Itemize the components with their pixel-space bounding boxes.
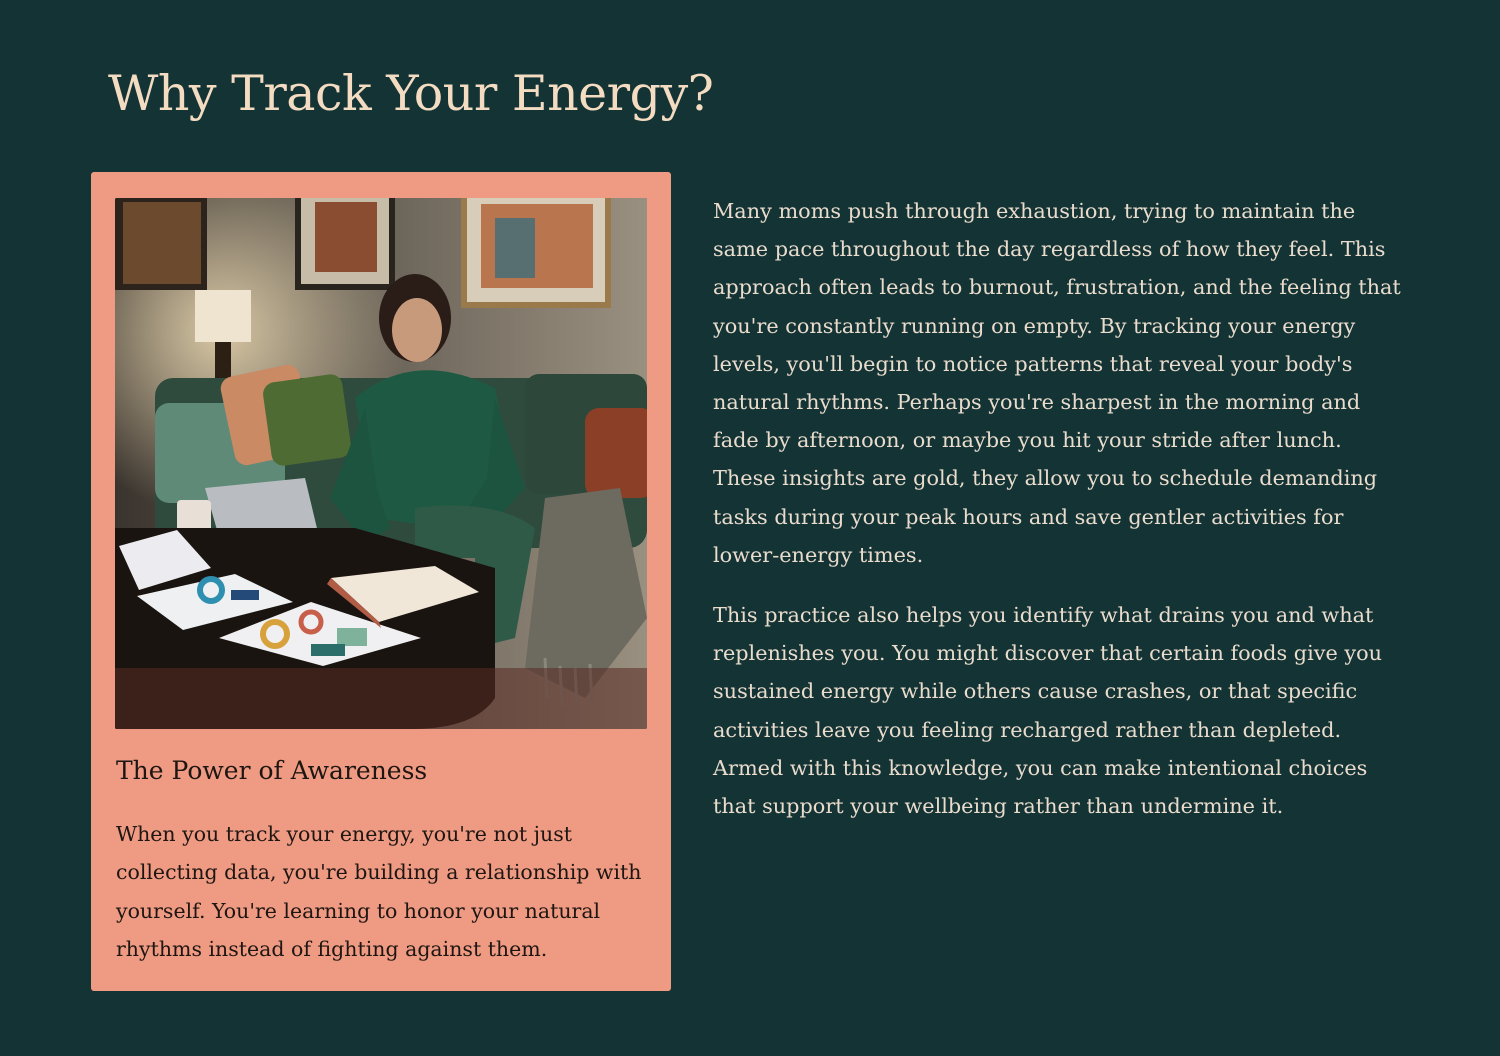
body-paragraph: Many moms push through exhaustion, trying to maintain the same pace throughout the day regardless of how they feel. This approach often leads to burnout, frustration, and the feeling that you're constantly running on empty. By tracking your energy levels, you'll begin to notice patterns that reveal your body's natural rhythms. Perhaps you're sharpest in the morning and fade by afternoon, or maybe you hit your stride after lunch. These insights are gold, they allow you to schedule demanding tasks during your peak hours and save gentler activities for lower-energy times. (713, 199, 1401, 567)
body-text (713, 192, 1403, 847)
feature-card (91, 172, 671, 991)
card-title: The Power of Awareness (116, 756, 428, 785)
page-title: Why Track Your Energy? (108, 65, 714, 122)
woman-with-laptop-photo (115, 198, 647, 729)
body-paragraph: This practice also helps you identify what drains you and what replenishes you. You might discover that certain foods give you sustained energy while others cause crashes, or that specific activities leave you feeling recharged rather than depleted. Armed with this knowledge, you can make intentional choices that support your wellbeing rather than undermine it. (713, 603, 1383, 819)
card-text: When you track your energy, you're not just collecting data, you're building a relationship with yourself. You're learning to honor your natural rhythms instead of fighting against them. (116, 822, 642, 961)
